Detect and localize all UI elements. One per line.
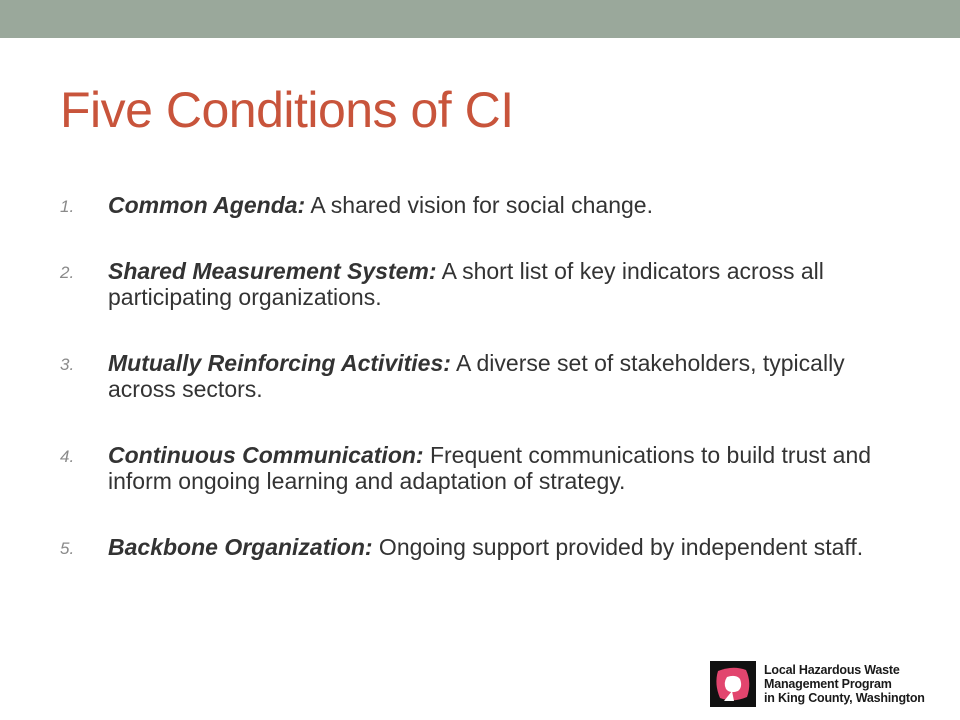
condition-number: 3. <box>60 355 75 374</box>
condition-description: A diverse set of stakeholders, typically across sectors. <box>108 350 845 402</box>
logo-line: Management Program <box>764 677 892 691</box>
condition-term: Continuous Communication: <box>108 442 424 468</box>
logo-line: in King County, Washington <box>764 691 925 705</box>
condition-description: Frequent communications to build trust and inform ongoing learning and adaptation of strategy. <box>108 442 872 494</box>
top-accent-bar <box>0 0 960 38</box>
program-logo <box>710 660 940 708</box>
condition-item <box>60 350 900 402</box>
conditions-list <box>60 192 900 600</box>
logo-line: Local Hazardous Waste <box>764 663 900 677</box>
logo-text <box>764 663 925 705</box>
slide-title: Five Conditions of CI <box>60 82 514 138</box>
condition-number: 2. <box>60 263 75 282</box>
condition-number: 1. <box>60 197 75 216</box>
condition-item <box>60 192 900 218</box>
condition-description: A short list of key indicators across all participating organizations. <box>108 258 824 310</box>
condition-term: Shared Measurement System: <box>108 258 437 284</box>
condition-number: 4. <box>60 447 75 466</box>
condition-description: Ongoing support provided by independent staff. <box>372 534 864 560</box>
condition-term: Common Agenda: <box>108 192 306 218</box>
condition-number: 5. <box>60 539 75 558</box>
condition-description: A shared vision for social change. <box>305 192 653 218</box>
hazardous-waste-logo-mark-icon <box>710 661 756 707</box>
condition-term: Mutually Reinforcing Activities: <box>108 350 451 376</box>
condition-item <box>60 258 900 310</box>
condition-item <box>60 442 900 494</box>
condition-item <box>60 534 900 560</box>
condition-term: Backbone Organization: <box>108 534 373 560</box>
